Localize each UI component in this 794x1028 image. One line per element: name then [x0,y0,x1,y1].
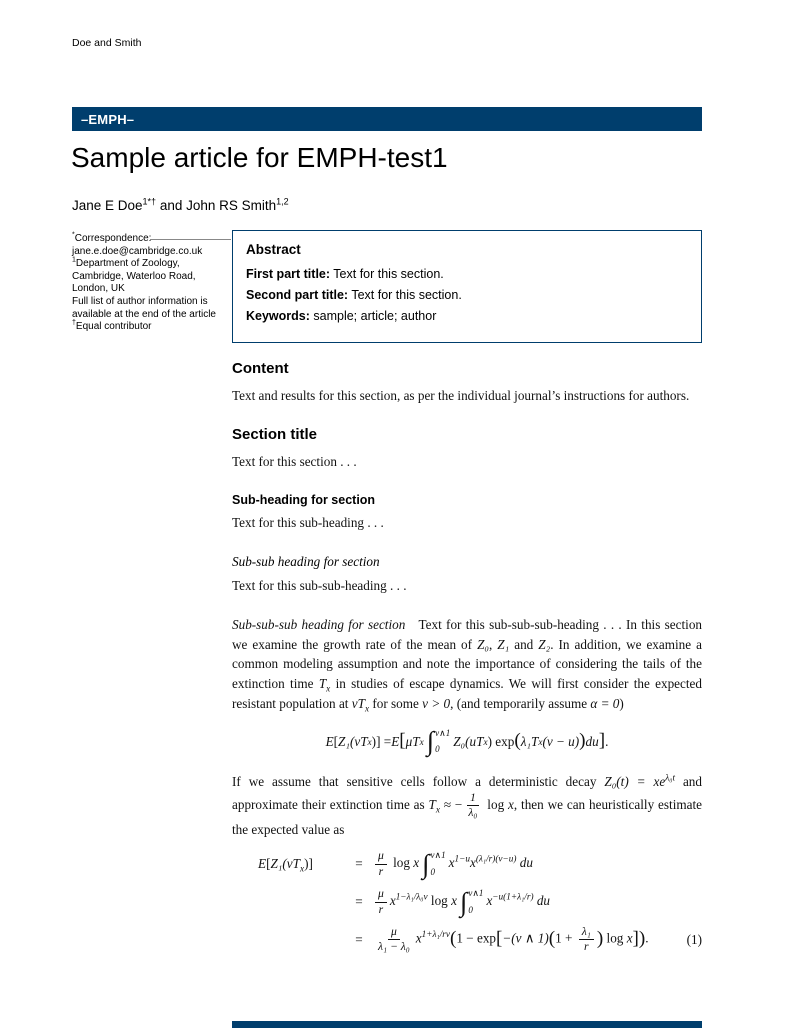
section-heading-content: Content [232,360,289,377]
subsection-paragraph: Text for this sub-heading . . . [232,515,384,531]
running-header: Doe and Smith [72,37,142,49]
subsubsection-heading: Sub-sub heading for section [232,554,380,570]
subsubsub-paragraph: Sub-sub-sub heading for section Text for this sub-sub-sub-heading . . . In this section we examine the growth rate of the mean of Z₀, Z₁ and Z₂. In addition, we examine a common modeling assumption and note the importance of considering the tails of the extinction time $T_x$ in studies of escape dynamics. We will first consider the expected resistant population at $vT_x$ for some v > 0, (and temporarily assume α = 0) [232,616,703,714]
equals-sign: = [355,931,363,947]
equation-line-2 [258,887,702,917]
sidebar-line-author-info-1: Full list of author information is [72,295,208,307]
equals-sign: = [355,894,363,910]
equals-sign: = [355,856,363,872]
correspondence-block [72,233,234,334]
equation-rhs: $\frac{\mu}{r}$ $x^{1-\lambda_1/\lambda_0v}$ log x ∫ v∧1 0 $x^{-u(1+\lambda_1/r)}$ du [372,887,550,917]
equation-line-3 [258,925,702,954]
article-body [232,358,702,962]
equation-line-1 [258,849,702,879]
abstract-first-part: First part title: Text for this section. [246,267,444,281]
equation-rhs: $\frac{\mu}{\text{λ₁ − λ₀}}$ $x^{1+\lambda_1/rv}(1 - \exp[-(v$ ∧ 1)(1 + $\frac{\text{λ₁}}{r}$ ) log x]). [378,924,649,954]
article-title: Sample article for EMPH-test1 [71,142,448,173]
sidebar-line-author-info-2: available at the end of the article [72,308,216,320]
sidebar-line-equal-contributor: †Equal contributor [72,319,152,333]
content-paragraph: Text and results for this section, as per the individual journal’s instructions for authors. [232,387,690,403]
sidebar-line-department: $^1$Department of Zoology, [72,256,180,270]
abstract-box [232,230,702,343]
abstract-second-part: Second part title: Text for this section. [246,288,462,302]
section-heading-title: Section title [232,426,318,444]
sidebar-line-email: jane.e.doe@cambridge.co.uk [72,245,203,257]
abstract-keywords: Keywords: sample; article; author [246,309,437,323]
journal-banner [72,107,702,131]
aligned-equations [232,849,702,954]
subsection-heading: Sub-heading for section [232,492,376,507]
section-paragraph: Text for this section . . . [232,453,357,469]
footer-bar [232,1021,702,1028]
sidebar-line-address: Cambridge, Waterloo Road, [72,270,196,282]
sidebar-line-correspondence: *Correspondence: [72,231,152,244]
authors-line: Jane E Doe$^{1*\dagger}$ and John RS Smith$^{1,2}$ [72,196,289,213]
journal-banner-label: –EMPH– [81,111,135,127]
display-equation: E [ Z₁(vT x ) ] = E [ μT x ∫ v∧1 0 Z₀(uT x ) exp ( λ₁T x (v − u) ) du ] . [325,726,609,757]
equation-lhs: $E[Z_1(vT_x)]$ [258,856,313,875]
equation-number: (1) [686,931,702,947]
estimate-paragraph: If we assume that sensitive cells follow a deterministic decay $Z_0(t) = xe^{\lambda_0t}$ and approximate their extinction time as $T_x$ ≈ − $\frac{1}{\text{λ₀}}$ log x, then we can heuristically estimate the expected value as [232,772,702,837]
equation-rhs: $\frac{\mu}{r}$ log x ∫ v∧1 0 $x^{1-u}x^{(\lambda_1/r)(v-u)}$ du [372,849,533,879]
abstract-heading: Abstract [246,242,301,257]
sidebar-line-city: London, UK [72,283,125,295]
subsubsection-paragraph: Text for this sub-sub-heading . . . [232,577,407,593]
